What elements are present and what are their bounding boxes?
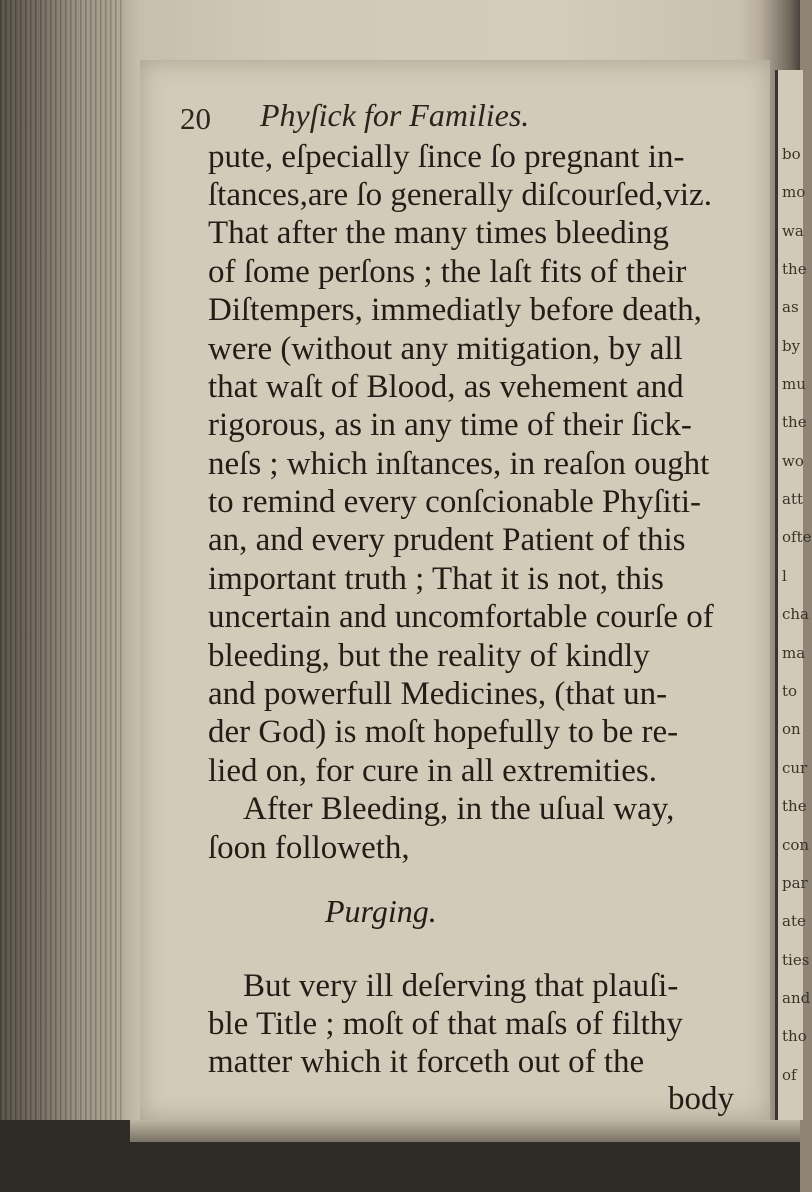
facing-fragment: the — [782, 413, 807, 431]
running-title: Phyſick for Families. — [260, 97, 530, 133]
text-line: ſtances,are ſo generally diſcourſed,viz. — [208, 177, 712, 213]
facing-fragment: att — [782, 490, 803, 508]
facing-fragment: mu — [782, 375, 806, 393]
facing-fragment: wo — [782, 452, 804, 470]
section-heading: Purging. — [325, 893, 437, 929]
text-line: rigorous, as in any time of their ſick- — [208, 407, 692, 443]
facing-fragment: on — [782, 720, 801, 738]
text-line: lied on, for cure in all extremities. — [208, 753, 658, 789]
book-fore-edge — [0, 0, 125, 1192]
page-number: 20 — [180, 101, 211, 136]
text-line: neſs ; which inſtances, in reaſon ought — [208, 446, 710, 482]
text-line: But very ill deſerving that plauſi- — [243, 968, 679, 1004]
text-line: Diſtempers, immediatly before death, — [208, 292, 702, 328]
text-line: an, and every prudent Patient of this — [208, 522, 686, 558]
text-line: uncertain and uncomfortable courſe of — [208, 599, 714, 635]
facing-fragment: by — [782, 337, 801, 355]
facing-fragment: tho — [782, 1027, 807, 1045]
facing-fragment: cha — [782, 605, 810, 623]
facing-fragment: ties — [782, 951, 810, 969]
facing-fragment: l — [782, 567, 787, 585]
text-line: that waſt of Blood, as vehement and — [208, 369, 684, 405]
text-line: important truth ; That it is not, this — [208, 561, 664, 597]
text-line: to remind every conſcionable Phyſiti- — [208, 484, 702, 520]
text-line: ſoon followeth, — [208, 830, 410, 866]
text-line: of ſome perſons ; the laſt fits of their — [208, 254, 687, 290]
text-line: After Bleeding, in the uſual way, — [243, 791, 675, 827]
facing-fragment: ofte — [782, 528, 812, 546]
text-line: pute, eſpecially ſince ſo pregnant in- — [208, 139, 685, 175]
text-line: were (without any mitigation, by all — [208, 331, 683, 367]
text-line: and powerfull Medicines, (that un- — [208, 676, 668, 712]
facing-fragment: con — [782, 836, 810, 854]
facing-fragment: wa — [782, 222, 804, 240]
facing-fragment: and — [782, 989, 811, 1007]
text-line: matter which it forceth out of the — [208, 1044, 645, 1080]
text-line: der God) is moſt hopefully to be re- — [208, 714, 679, 750]
facing-fragment: ate — [782, 912, 806, 930]
text-line: bleeding, but the reality of kindly — [208, 638, 650, 674]
facing-fragment: mo — [782, 183, 806, 201]
text-block — [208, 0, 768, 1192]
text-line: That after the many times bleeding — [208, 215, 669, 251]
facing-fragment: the — [782, 260, 807, 278]
facing-fragment: as — [782, 298, 799, 316]
facing-fragment: cur — [782, 759, 808, 777]
text-line: body — [668, 1081, 734, 1117]
scan-bottom-edge — [0, 1120, 800, 1192]
facing-fragment: the — [782, 797, 807, 815]
facing-fragment: ma — [782, 644, 806, 662]
facing-fragment: of — [782, 1066, 797, 1084]
facing-fragment: bo — [782, 145, 801, 163]
text-line: ble Title ; moſt of that maſs of filthy — [208, 1006, 683, 1042]
facing-fragment: to — [782, 682, 798, 700]
facing-fragment: par — [782, 874, 808, 892]
